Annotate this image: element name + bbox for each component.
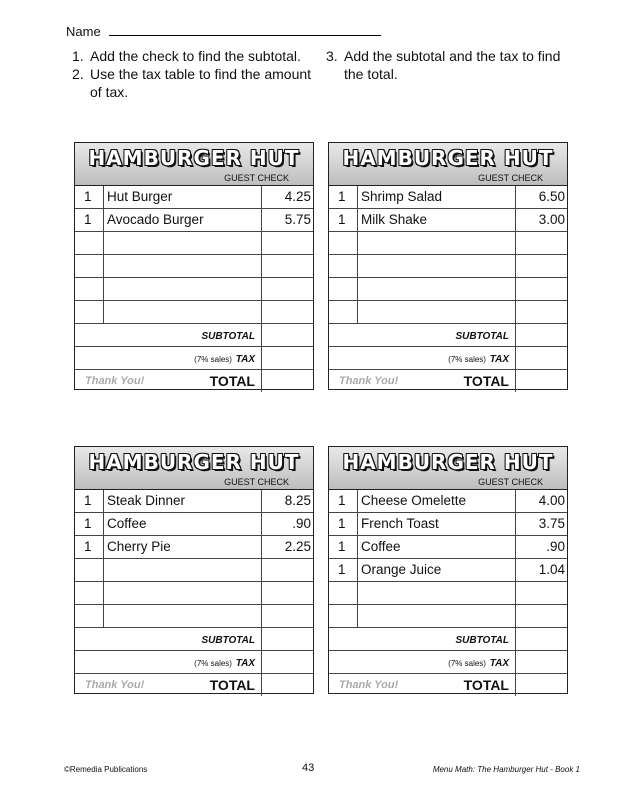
- price-cell: [516, 605, 567, 627]
- subtotal-label-cell: [329, 324, 516, 346]
- item-name-cell: Cheese Omelette: [358, 490, 516, 512]
- instruction-text: Add the subtotal and the tax to find the total.: [344, 48, 561, 82]
- item-row: [329, 232, 567, 255]
- item-name-cell: [104, 278, 262, 300]
- quantity-cell: [329, 232, 358, 254]
- quantity-cell: 1: [329, 559, 358, 581]
- item-row: [75, 301, 313, 324]
- thank-you-text: Thank You!: [85, 375, 145, 387]
- instruction-number: 2.: [72, 66, 84, 82]
- item-row: [75, 186, 313, 209]
- subtotal-label: SUBTOTAL: [201, 331, 255, 342]
- total-row: [329, 370, 567, 392]
- price-cell: 4.00: [538, 493, 565, 508]
- total-answer-box[interactable]: [262, 674, 313, 696]
- subtotal-answer-box[interactable]: [516, 628, 567, 650]
- item-row: [329, 582, 567, 605]
- tax-rate-label: (7% sales): [194, 355, 232, 364]
- item-name-cell: [104, 605, 262, 627]
- item-row: [329, 255, 567, 278]
- instruction-item: [326, 47, 566, 83]
- item-row: [329, 559, 567, 582]
- thank-you-text: Thank You!: [85, 679, 145, 691]
- check-header: [75, 143, 313, 186]
- item-name-cell: French Toast: [358, 513, 516, 535]
- check-header: [75, 447, 313, 490]
- price-cell: [262, 301, 313, 323]
- subtotal-row: [75, 628, 313, 651]
- tax-row: [329, 651, 567, 674]
- subtotal-label-cell: [75, 324, 262, 346]
- item-name-cell: Coffee: [358, 536, 516, 558]
- item-name-cell: [104, 232, 262, 254]
- quantity-cell: [75, 605, 104, 627]
- instruction-item: [72, 47, 322, 65]
- price-cell: .90: [292, 516, 311, 531]
- check-header: [329, 143, 567, 186]
- quantity-cell: 1: [329, 536, 358, 558]
- item-row: [75, 278, 313, 301]
- quantity-cell: 1: [75, 513, 104, 535]
- tax-label-cell: [329, 347, 516, 369]
- item-name-cell: Steak Dinner: [104, 490, 262, 512]
- subtotal-answer-box[interactable]: [262, 324, 313, 346]
- tax-row: [75, 651, 313, 674]
- item-name-cell: Avocado Burger: [104, 209, 262, 231]
- item-row: [75, 513, 313, 536]
- price-cell: 5.75: [284, 212, 311, 227]
- quantity-cell: [329, 605, 358, 627]
- subtotal-row: [329, 324, 567, 347]
- total-label: TOTAL: [209, 677, 255, 693]
- quantity-cell: [75, 278, 104, 300]
- publisher-credit: ©Remedia Publications: [64, 765, 148, 774]
- check-header: [329, 447, 567, 490]
- guest-check-label: GUEST CHECK: [478, 173, 543, 183]
- item-name-cell: Orange Juice: [358, 559, 516, 581]
- item-row: [329, 513, 567, 536]
- total-row: [75, 370, 313, 392]
- subtotal-answer-box[interactable]: [516, 324, 567, 346]
- name-blank[interactable]: [109, 24, 381, 36]
- name-line: [66, 24, 381, 39]
- guest-check-label: GUEST CHECK: [478, 477, 543, 487]
- quantity-cell: [329, 255, 358, 277]
- quantity-cell: [75, 559, 104, 581]
- price-cell: [262, 255, 313, 277]
- name-label: Name: [66, 24, 101, 39]
- quantity-cell: 1: [329, 513, 358, 535]
- tax-row: [329, 347, 567, 370]
- quantity-cell: [75, 301, 104, 323]
- price-cell: [516, 278, 567, 300]
- total-row: [75, 674, 313, 696]
- quantity-cell: [329, 278, 358, 300]
- price-cell: [516, 582, 567, 604]
- instruction-number: 3.: [326, 48, 338, 64]
- guest-check-card: [328, 142, 568, 390]
- price-cell: 2.25: [284, 539, 311, 554]
- total-answer-box[interactable]: [516, 370, 567, 392]
- subtotal-label-cell: [75, 628, 262, 650]
- tax-label: TAX: [489, 658, 509, 669]
- brand-logo-text: HAMBURGER HUT: [342, 450, 554, 474]
- subtotal-label: SUBTOTAL: [455, 331, 509, 342]
- price-cell: 6.50: [538, 189, 565, 204]
- total-label-cell: [329, 370, 516, 392]
- quantity-cell: 1: [75, 536, 104, 558]
- tax-rate-label: (7% sales): [448, 355, 486, 364]
- quantity-cell: 1: [329, 209, 358, 231]
- guest-check-label: GUEST CHECK: [224, 477, 289, 487]
- item-row: [75, 232, 313, 255]
- tax-answer-box[interactable]: [262, 651, 313, 673]
- price-cell: [262, 232, 313, 254]
- total-label: TOTAL: [463, 677, 509, 693]
- instructions-left: [72, 47, 322, 101]
- item-row: [329, 536, 567, 559]
- price-cell: 4.25: [284, 189, 311, 204]
- guest-check-card: [74, 446, 314, 694]
- item-name-cell: Shrimp Salad: [358, 186, 516, 208]
- tax-label: TAX: [235, 658, 255, 669]
- tax-answer-box[interactable]: [516, 651, 567, 673]
- quantity-cell: 1: [329, 186, 358, 208]
- tax-rate-label: (7% sales): [448, 659, 486, 668]
- item-row: [75, 209, 313, 232]
- price-cell: 3.75: [538, 516, 565, 531]
- tax-row: [75, 347, 313, 370]
- tax-label: TAX: [235, 354, 255, 365]
- quantity-cell: 1: [75, 209, 104, 231]
- item-name-cell: [358, 301, 516, 323]
- price-cell: [516, 301, 567, 323]
- subtotal-row: [329, 628, 567, 651]
- item-name-cell: Cherry Pie: [104, 536, 262, 558]
- item-name-cell: Milk Shake: [358, 209, 516, 231]
- total-answer-box[interactable]: [516, 674, 567, 696]
- quantity-cell: [75, 232, 104, 254]
- price-cell: 1.04: [538, 562, 565, 577]
- total-label: TOTAL: [463, 373, 509, 389]
- item-row: [329, 605, 567, 628]
- quantity-cell: [329, 301, 358, 323]
- guest-check-card: [74, 142, 314, 390]
- tax-answer-box[interactable]: [516, 347, 567, 369]
- total-label-cell: [75, 370, 262, 392]
- item-name-cell: Coffee: [104, 513, 262, 535]
- item-name-cell: [358, 278, 516, 300]
- tax-label-cell: [329, 651, 516, 673]
- thank-you-text: Thank You!: [339, 375, 399, 387]
- brand-logo-text: HAMBURGER HUT: [88, 146, 300, 170]
- tax-label-cell: [75, 651, 262, 673]
- item-row: [329, 209, 567, 232]
- item-name-cell: [358, 605, 516, 627]
- item-row: [75, 255, 313, 278]
- price-cell: [262, 605, 313, 627]
- item-row: [75, 582, 313, 605]
- item-name-cell: [104, 582, 262, 604]
- item-row: [329, 301, 567, 324]
- thank-you-text: Thank You!: [339, 679, 399, 691]
- item-name-cell: [358, 232, 516, 254]
- instruction-item: [72, 65, 322, 101]
- price-cell: [262, 278, 313, 300]
- quantity-cell: 1: [75, 490, 104, 512]
- tax-rate-label: (7% sales): [194, 659, 232, 668]
- subtotal-label-cell: [329, 628, 516, 650]
- quantity-cell: [329, 582, 358, 604]
- price-cell: 8.25: [284, 493, 311, 508]
- quantity-cell: 1: [75, 186, 104, 208]
- subtotal-label: SUBTOTAL: [201, 635, 255, 646]
- instruction-text: Add the check to find the subtotal.: [90, 48, 301, 64]
- price-cell: .90: [546, 539, 565, 554]
- tax-answer-box[interactable]: [262, 347, 313, 369]
- item-row: [329, 490, 567, 513]
- total-label-cell: [329, 674, 516, 696]
- subtotal-answer-box[interactable]: [262, 628, 313, 650]
- book-title: Menu Math: The Hamburger Hut - Book 1: [432, 765, 580, 774]
- item-name-cell: [104, 559, 262, 581]
- quantity-cell: [75, 582, 104, 604]
- price-cell: [516, 232, 567, 254]
- item-name-cell: [104, 301, 262, 323]
- brand-logo-text: HAMBURGER HUT: [88, 450, 300, 474]
- item-row: [329, 186, 567, 209]
- price-cell: [262, 582, 313, 604]
- total-row: [329, 674, 567, 696]
- quantity-cell: [75, 255, 104, 277]
- item-row: [75, 559, 313, 582]
- quantity-cell: 1: [329, 490, 358, 512]
- instruction-text: Use the tax table to find the amount of tax.: [90, 66, 312, 100]
- price-cell: [516, 255, 567, 277]
- price-cell: 3.00: [538, 212, 565, 227]
- tax-label-cell: [75, 347, 262, 369]
- item-row: [75, 490, 313, 513]
- item-row: [329, 278, 567, 301]
- subtotal-label: SUBTOTAL: [455, 635, 509, 646]
- price-cell: [262, 559, 313, 581]
- total-answer-box[interactable]: [262, 370, 313, 392]
- item-name-cell: [358, 582, 516, 604]
- brand-logo-text: HAMBURGER HUT: [342, 146, 554, 170]
- instruction-number: 1.: [72, 48, 84, 64]
- item-name-cell: [104, 255, 262, 277]
- item-name-cell: [358, 255, 516, 277]
- item-row: [75, 605, 313, 628]
- page-number: 43: [302, 762, 315, 774]
- total-label: TOTAL: [209, 373, 255, 389]
- instructions-right: [326, 47, 566, 83]
- total-label-cell: [75, 674, 262, 696]
- item-name-cell: Hut Burger: [104, 186, 262, 208]
- tax-label: TAX: [489, 354, 509, 365]
- item-row: [75, 536, 313, 559]
- guest-check-label: GUEST CHECK: [224, 173, 289, 183]
- subtotal-row: [75, 324, 313, 347]
- guest-check-card: [328, 446, 568, 694]
